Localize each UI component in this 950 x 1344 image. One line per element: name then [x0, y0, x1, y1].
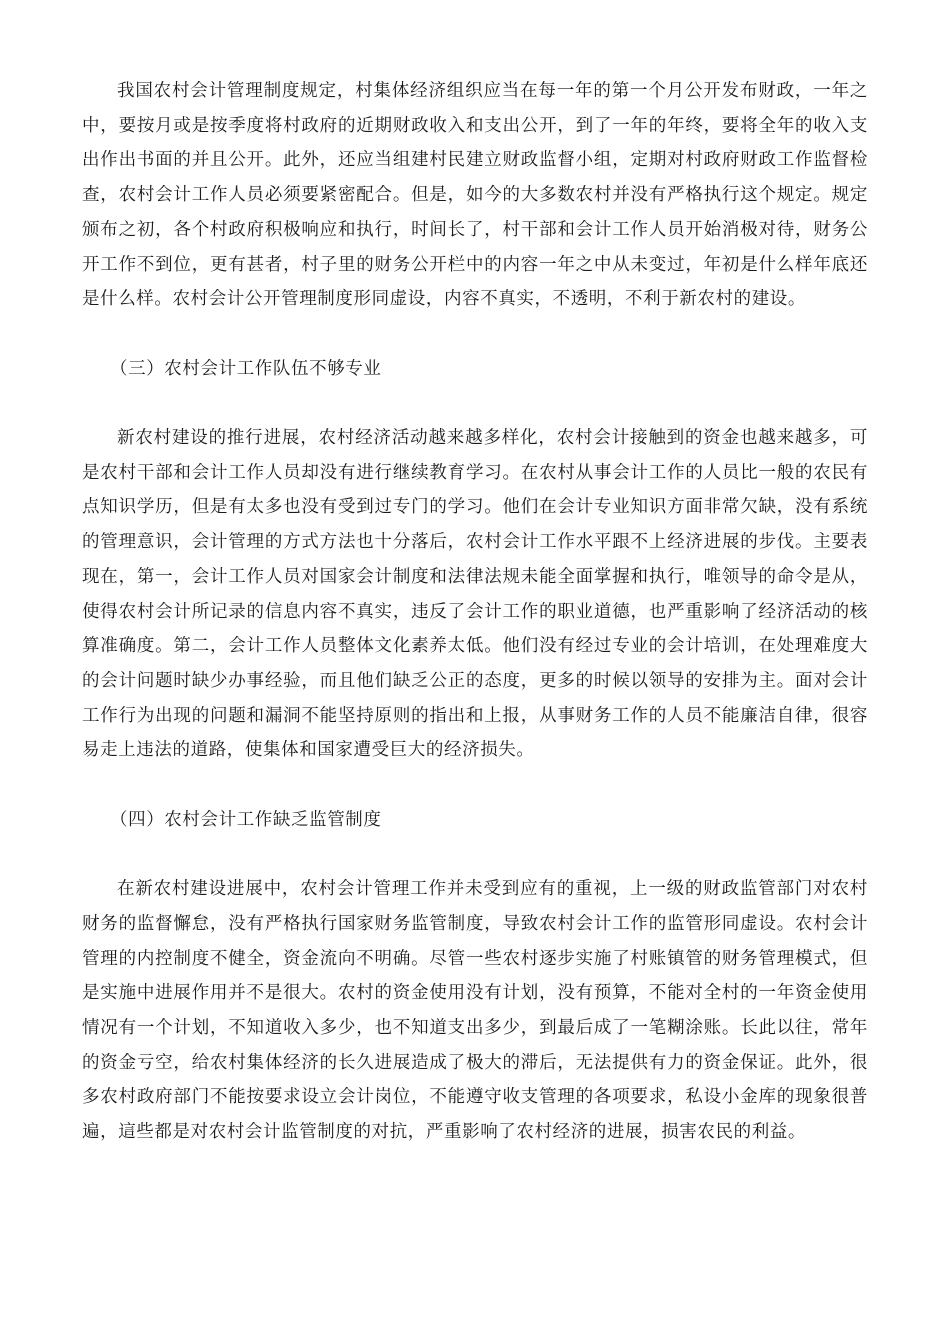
- paragraph-1: 我国农村会计管理制度规定，村集体经济组织应当在每一年的第一个月公开发布财政，一年之中，要按月或是按季度将村政府的近期财政收入和支出公开，到了一年的年终，要将全年的收入支出作出书面的并且公开。此外，还应当组建村民建立财政监督小组，定期对村政府财政工作监督检查，农村会计工作人员必须要紧密配合。但是，如今的大多数农村并没有严格执行这个规定。规定颁布之初，各个村政府积极响应和执行，时间长了，村干部和会计工作人员开始消极对待，财务公开工作不到位，更有甚者，村子里的财务公开栏中的内容一年之中从未变过，年初是什么样年底还是什么样。农村会计公开管理制度形同虚设，内容不真实，不透明，不利于新农村的建设。: [82, 81, 868, 310]
- spacer: [82, 768, 868, 803]
- paragraph-3: 在新农村建设进展中，农村会计管理工作并未受到应有的重视，上一级的财政监管部门对农村财务的监督懈怠，没有严格执行国家财务监管制度，导致农村会计工作的监管形同虚设。农村会计管理的内控制度不健全，资金流向不明确。尽管一些农村逐步实施了村账镇管的财务管理模式，但是实施中进展作用并不是很大。农村的资金使用没有计划，没有预算，不能对全村的一年资金使用情况有一个计划，不知道收入多少，也不知道支出多少，到最后成了一笔糊涂账。长此以往，常年的资金亏空，给农村集体经济的长久进展造成了极大的滞后，无法提供有力的资金保证。此外，很多农村政府部门不能按要求设立会计岗位，不能遵守收支管理的各项要求，私设小金库的现象很普遍，這些都是对农村会计监管制度的对抗，严重影响了农村经济的进展，损害农民的利益。: [82, 879, 868, 1143]
- spacer: [82, 837, 868, 872]
- paragraph-2: 新农村建设的推行进展，农村经济活动越来越多样化，农村会计接触到的资金也越来越多，可是农村干部和会计工作人员却没有进行继续教育学习。在农村从事会计工作的人员比一般的农民有点知识学历，但是有太多也没有受到过专门的学习。他们在会计专业知识方面非常欠缺，没有系统的管理意识，会计管理的方式方法也十分落后，农村会计工作水平跟不上经济进展的步伐。主要表现在，第一，会计工作人员对国家会计制度和法律法规未能全面掌握和执行，唯领导的命令是从，使得农村会计所记录的信息内容不真实，违反了会计工作的职业道德，也严重影响了经济活动的核算准确度。第二，会计工作人员整体文化素养太低。他们没有经过专业的会计培训，在处理难度大的会计问题时缺少办事经验，而且他们缺乏公正的态度，更多的时候以领导的安排为主。面对会计工作行为出现的问题和漏洞不能坚持原则的指出和上报，从事财务工作的人员不能廉洁自律，很容易走上违法的道路，使集体和国家遭受巨大的经济损失。: [82, 428, 868, 761]
- spacer: [82, 386, 868, 421]
- spacer: [82, 317, 868, 352]
- section-heading-3: （三）农村会计工作队伍不够专业: [110, 358, 382, 379]
- section-heading-4: （四）农村会计工作缺乏监管制度: [110, 809, 382, 830]
- document-page: [82, 74, 868, 1150]
